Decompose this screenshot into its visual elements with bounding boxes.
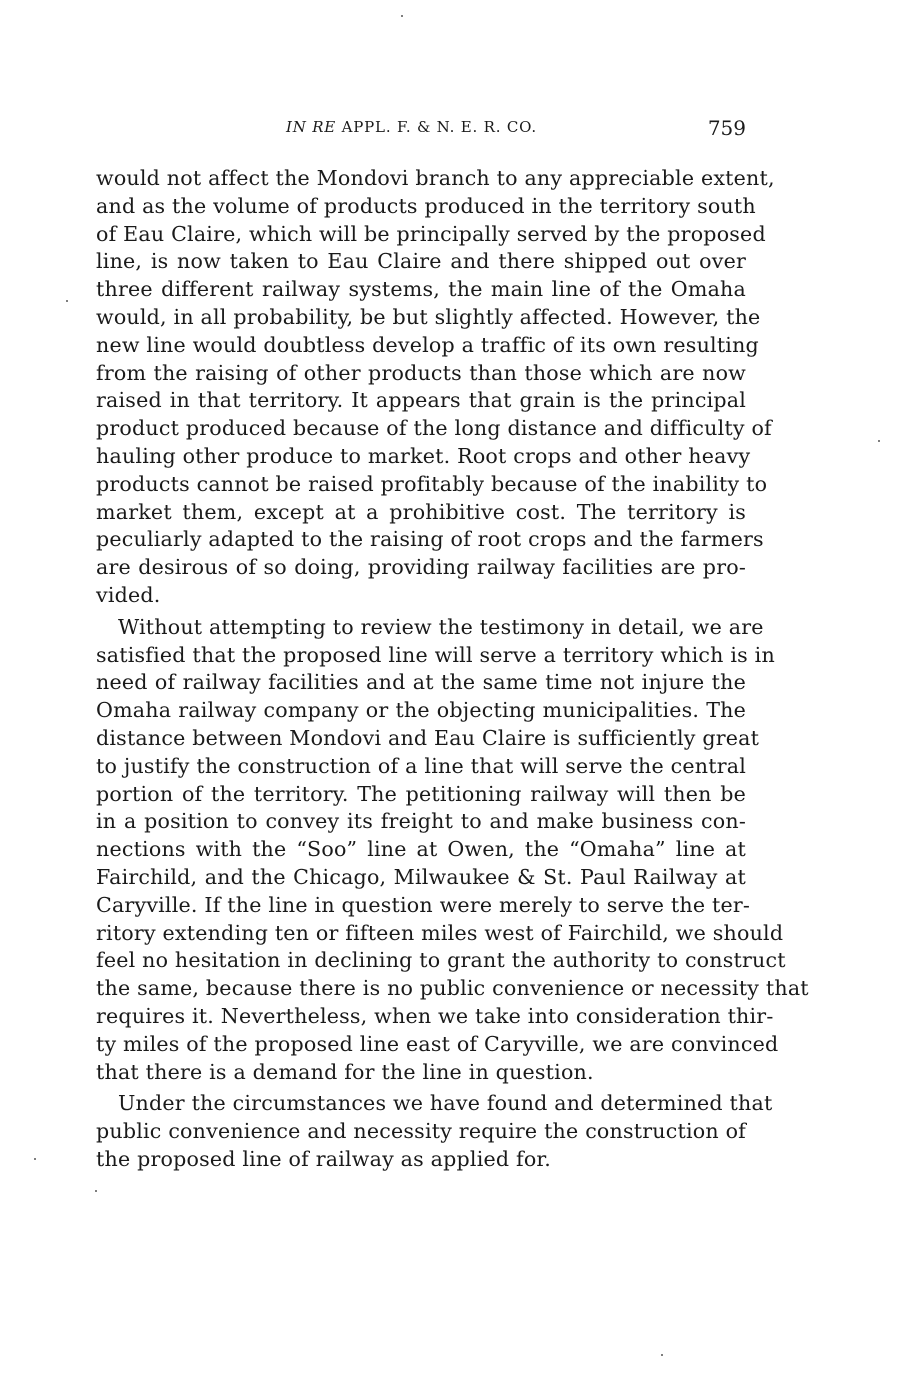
text-line: would, in all probability, be but slightly affected. However, the xyxy=(96,304,761,329)
text-line: hauling other produce to market. Root crops and other heavy xyxy=(96,443,751,468)
text-line: of Eau Claire, which will be principally served by the proposed xyxy=(96,221,766,246)
text-line: Omaha railway company or the objecting municipalities. The xyxy=(96,698,746,723)
text-line: that there is a demand for the line in question. xyxy=(96,1059,594,1084)
text-line: distance between Mondovi and Eau Claire is sufficiently great xyxy=(96,725,760,750)
text-line: new line would doubtless develop a traffic of its own resulting xyxy=(96,332,759,357)
text-line: in a position to convey its freight to and make business con- xyxy=(96,809,746,834)
scan-speck xyxy=(401,15,403,17)
text-line: feel no hesitation in declining to grant the authority to construct xyxy=(96,948,786,973)
text-line: Caryville. If the line in question were merely to serve the ter- xyxy=(96,892,751,917)
paragraph-2 xyxy=(96,614,809,1087)
text-line: the same, because there is no public convenience or necessity that xyxy=(96,976,809,1001)
text-line: Under the circumstances we have found and determined that xyxy=(118,1091,773,1116)
running-head xyxy=(286,118,537,136)
scan-speck xyxy=(878,440,880,442)
text-line: market them, except at a prohibitive cost. The territory is xyxy=(96,499,746,524)
text-line: need of railway facilities and at the same time not injure the xyxy=(96,670,746,695)
page-number: 759 xyxy=(707,116,746,140)
paragraph-1 xyxy=(96,165,775,610)
scan-speck xyxy=(66,300,68,302)
text-line: nections with the “Soo” line at Owen, the “Omaha” line at xyxy=(96,837,746,862)
text-line: line, is now taken to Eau Claire and there shipped out over xyxy=(96,249,746,274)
running-head-title: APPL. F. & N. E. R. CO. xyxy=(341,118,537,136)
scan-speck xyxy=(661,1354,663,1356)
text-line: requires it. Nevertheless, when we take into consideration thir- xyxy=(96,1003,774,1028)
scan-speck xyxy=(95,1190,97,1192)
scan-speck xyxy=(34,1158,36,1160)
text-line: are desirous of so doing, providing railway facilities are pro- xyxy=(96,555,746,580)
text-line: to justify the construction of a line that will serve the central xyxy=(96,753,746,778)
paragraph-3 xyxy=(96,1090,773,1173)
text-line: raised in that territory. It appears that grain is the principal xyxy=(96,388,746,413)
text-line: the proposed line of railway as applied for. xyxy=(96,1146,551,1171)
text-line: public convenience and necessity require the construction of xyxy=(96,1119,746,1144)
running-head-italic: IN RE xyxy=(286,118,337,136)
text-line: ty miles of the proposed line east of Caryville, we are convinced xyxy=(96,1031,779,1056)
text-line: Without attempting to review the testimony in detail, we are xyxy=(118,614,764,639)
text-line: would not affect the Mondovi branch to any appreciable extent, xyxy=(96,166,775,190)
text-line: products cannot be raised profitably because of the inability to xyxy=(96,471,768,496)
text-line: portion of the territory. The petitioning railway will then be xyxy=(96,781,746,806)
text-line: peculiarly adapted to the raising of root crops and the farmers xyxy=(96,527,764,552)
text-line: and as the volume of products produced in the territory south xyxy=(96,193,756,218)
text-line: vided. xyxy=(96,582,161,607)
text-line: product produced because of the long distance and difficulty of xyxy=(96,416,772,441)
page-header xyxy=(96,118,746,142)
text-line: three different railway systems, the main line of the Omaha xyxy=(96,277,746,302)
text-line: from the raising of other products than those which are now xyxy=(96,360,746,385)
text-line: satisfied that the proposed line will serve a territory which is in xyxy=(96,642,775,667)
body-text xyxy=(96,165,809,1174)
text-line: Fairchild, and the Chicago, Milwaukee & St. Paul Railway at xyxy=(96,864,746,889)
text-line: ritory extending ten or fifteen miles west of Fairchild, we should xyxy=(96,920,784,945)
